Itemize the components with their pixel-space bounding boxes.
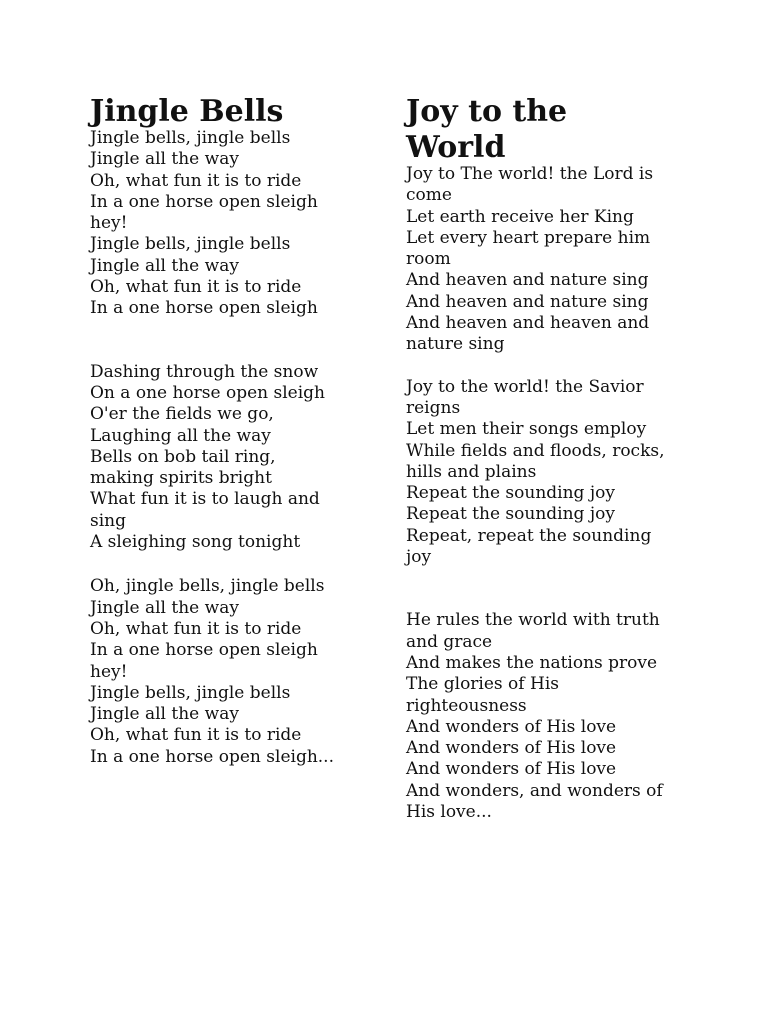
song-title-line: World (406, 130, 506, 165)
lyric-line: On a one horse open sleigh (90, 382, 325, 403)
lyric-line: Oh, what fun it is to ride (90, 618, 302, 639)
lyric-line: Jingle all the way (90, 704, 239, 725)
lyric-line: hey! (90, 213, 128, 234)
lyric-line: sing (90, 510, 126, 531)
song-title (406, 94, 698, 166)
stanza-gap (406, 356, 698, 377)
lyric-line: Let men their songs employ (406, 419, 647, 440)
lyric-line: Jingle all the way (90, 255, 239, 276)
lyric-line: Bells on bob tail ring, (90, 446, 276, 467)
lyric-line: Laughing all the way (90, 425, 271, 446)
lyric-line: In a one horse open sleigh (90, 191, 318, 212)
stanza-gap (90, 553, 382, 576)
stanza-3 (406, 610, 698, 823)
stanza-3 (90, 576, 382, 768)
lyric-line: His love... (406, 802, 492, 823)
stanza-gap (90, 320, 382, 362)
lyric-line: righteousness (406, 695, 527, 716)
lyric-line: Jingle bells, jingle bells (90, 682, 291, 703)
lyric-line: While fields and floods, rocks, (406, 440, 665, 461)
lyric-line: Oh, jingle bells, jingle bells (90, 576, 325, 597)
lyric-line: Joy to The world! the Lord is (406, 164, 654, 184)
stanza-gap (406, 568, 698, 610)
lyric-line: Repeat the sounding joy (406, 483, 615, 504)
lyric-line: Jingle all the way (90, 149, 239, 170)
song-jingle-bells (90, 94, 382, 768)
lyric-line: hey! (90, 661, 128, 682)
lyric-line: In a one horse open sleigh (90, 640, 318, 661)
lyric-line: And wonders of His love (406, 716, 617, 737)
lyric-line: hills and plains (406, 461, 537, 482)
lyric-line: And heaven and nature sing (406, 270, 649, 291)
song-joy-to-the-world (406, 94, 698, 823)
lyric-line: He rules the world with truth (406, 610, 660, 631)
stanza-2 (406, 377, 698, 569)
lyric-line: Let earth receive her King (406, 206, 634, 227)
lyric-line: Repeat the sounding joy (406, 504, 615, 525)
lyric-line: Repeat, repeat the sounding (406, 525, 652, 546)
lyric-line: Joy to the world! the Savior (406, 376, 644, 397)
lyric-line: The glories of His (406, 674, 559, 695)
song-title-line: Joy to the (406, 94, 568, 129)
lyric-line: come (406, 185, 452, 206)
lyric-line: O'er the fields we go, (90, 404, 274, 425)
lyric-line: Oh, what fun it is to ride (90, 277, 302, 298)
lyric-line: joy (406, 547, 432, 568)
lyric-line: In a one horse open sleigh... (90, 746, 334, 767)
stanza-2 (90, 362, 382, 554)
lyric-line: And wonders of His love (406, 759, 617, 780)
lyric-line: Jingle bells, jingle bells (90, 234, 291, 255)
lyric-line: Jingle bells, jingle bells (90, 128, 291, 148)
lyric-line: Jingle all the way (90, 597, 239, 618)
lyric-line: nature sing (406, 334, 505, 355)
lyric-line: And makes the nations prove (406, 652, 658, 673)
lyric-line: and grace (406, 631, 493, 652)
lyric-line: And heaven and heaven and (406, 313, 650, 334)
song-title: Jingle Bells (90, 94, 284, 129)
lyric-line: room (406, 249, 451, 270)
lyric-line: making spirits bright (90, 468, 272, 489)
lyric-line: Let every heart prepare him (406, 227, 651, 248)
lyric-line: Oh, what fun it is to ride (90, 170, 302, 191)
lyric-line: In a one horse open sleigh (90, 298, 318, 319)
lyric-line: And wonders, and wonders of (406, 780, 663, 801)
lyric-line: reigns (406, 397, 461, 418)
lyric-line: A sleighing song tonight (90, 532, 301, 553)
lyric-line: And wonders of His love (406, 738, 617, 759)
lyric-line: Dashing through the snow (90, 361, 319, 382)
lyric-line: What fun it is to laugh and (90, 489, 320, 510)
lyric-line: And heaven and nature sing (406, 291, 649, 312)
lyric-line: Oh, what fun it is to ride (90, 725, 302, 746)
stanza-1 (90, 128, 382, 320)
stanza-1 (406, 164, 698, 356)
